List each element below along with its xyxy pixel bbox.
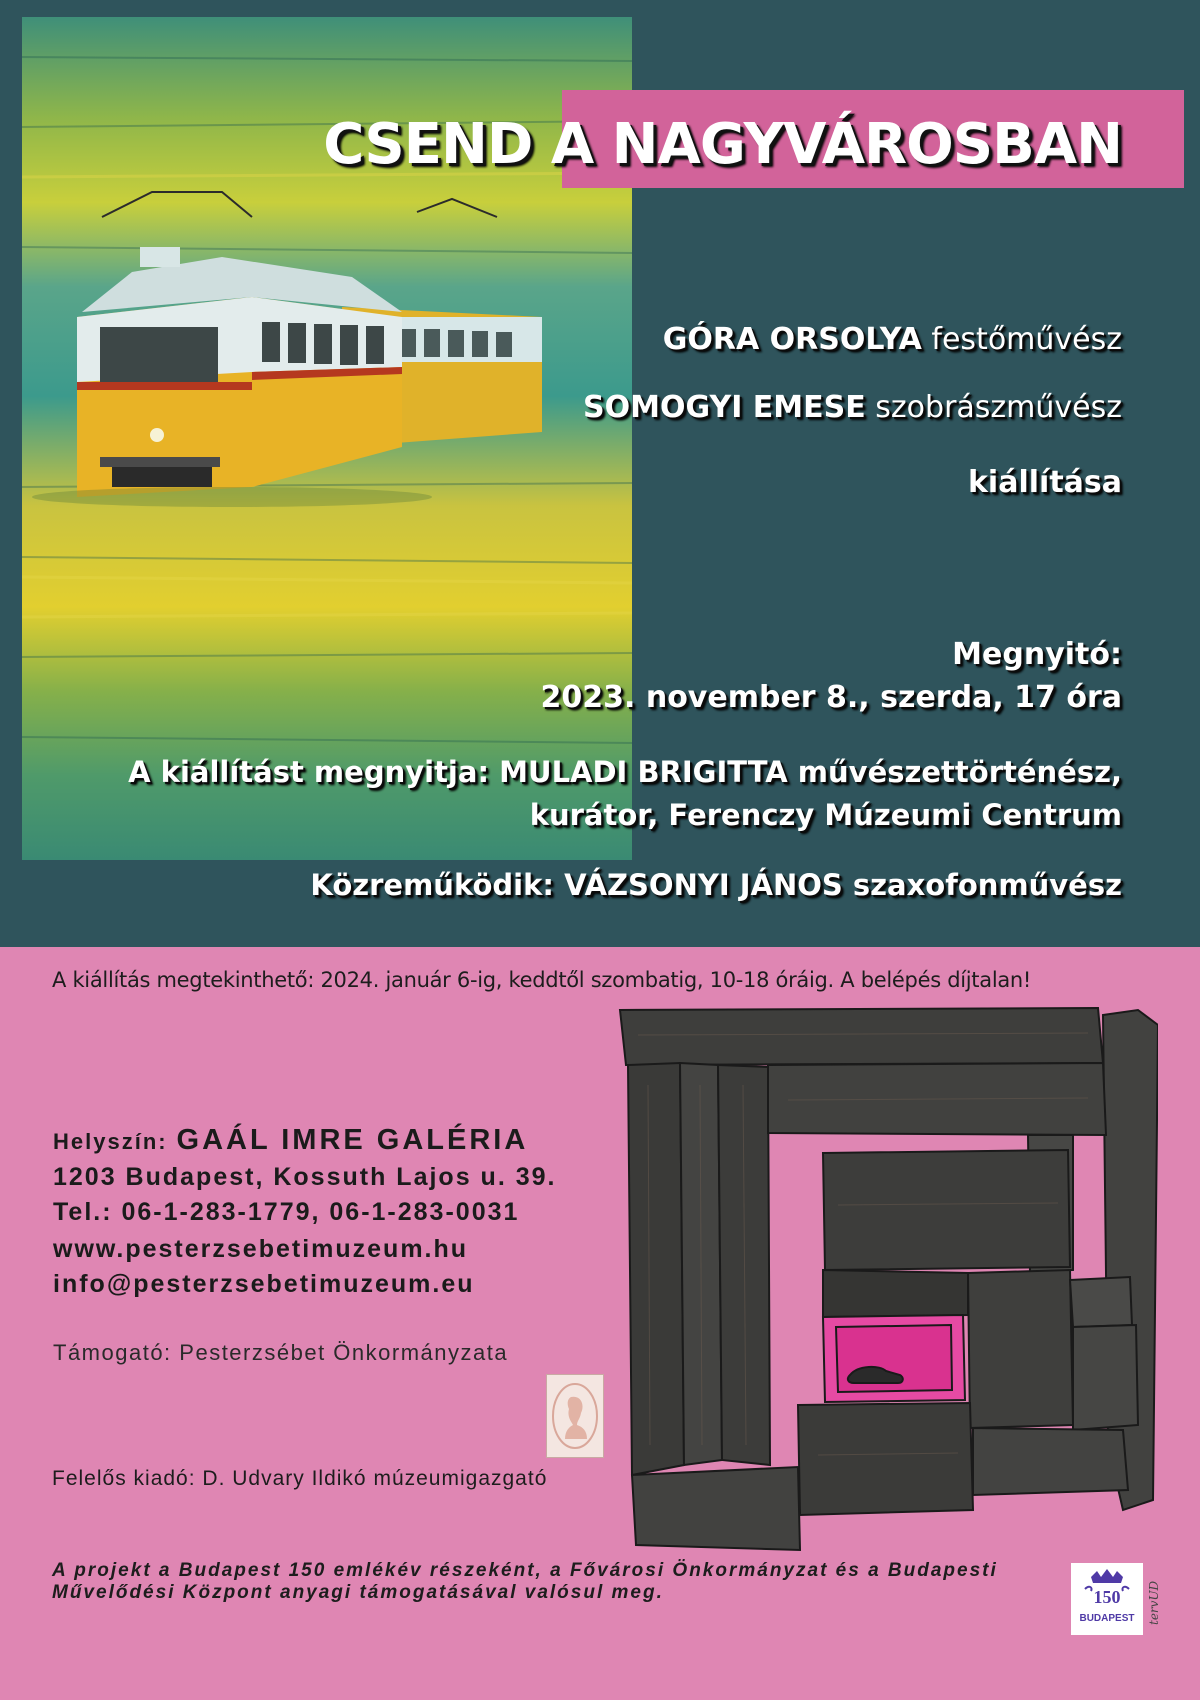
logo-number: 150 <box>1093 1587 1121 1607</box>
performer-role: szaxofonművész <box>852 868 1122 902</box>
designer-mark-wrapper <box>1147 1580 1191 1639</box>
venue-website-link[interactable]: www.pesterzsebetimuzeum.hu <box>53 1235 469 1263</box>
designer-mark: tervUD <box>1147 1580 1161 1625</box>
artist-line-1 <box>663 322 1122 357</box>
venue-address: 1203 Budapest, Kossuth Lajos u. 39. <box>53 1163 557 1191</box>
publisher-text: Felelős kiadó: D. Udvary Ildikó múzeumigazgató <box>52 1467 548 1490</box>
visiting-info: A kiállítás megtekinthető: 2024. január 6-ig, keddtől szombatig, 10-18 óráig. A belépés díjtalan! <box>52 968 1032 992</box>
artist-2-role: szobrászművész <box>875 390 1122 425</box>
supporter-text: Támogató: Pesterzsébet Önkormányzata <box>53 1340 509 1365</box>
title-part1: CSEND A <box>323 112 594 177</box>
page-title <box>323 112 1122 177</box>
opener-line-1 <box>128 755 1122 789</box>
performer-name: VÁZSONYI JÁNOS <box>564 868 843 902</box>
opener-name: MULADI BRIGITTA <box>499 755 788 789</box>
venue-line <box>53 1124 528 1157</box>
logo-city: BUDAPEST <box>1079 1613 1135 1624</box>
performer-line <box>310 868 1122 902</box>
title-part2: NAGYVÁROSBAN <box>611 112 1122 177</box>
opener-role: művészettörténész, <box>797 755 1122 789</box>
wooden-sculpture-photo <box>618 1005 1158 1553</box>
project-note-line-1: A projekt a Budapest 150 emlékév részeként, a Fővárosi Önkormányzat és a Budapesti <box>52 1560 998 1581</box>
venue-email-link[interactable]: info@pesterzsebetimuzeum.eu <box>53 1270 475 1298</box>
opener-prefix: A kiállítást megnyitja: <box>128 755 490 789</box>
venue-name: GAÁL IMRE GALÉRIA <box>176 1124 529 1156</box>
opener-line-2: kurátor, Ferenczy Múzeumi Centrum <box>529 798 1122 832</box>
venue-phone: Tel.: 06-1-283-1779, 06-1-283-0031 <box>53 1198 520 1226</box>
exhibition-word: kiállítása <box>967 465 1122 500</box>
project-note-line-2: Művelődési Központ anyagi támogatásával valósul meg. <box>52 1582 664 1603</box>
opening-date: 2023. november 8., szerda, 17 óra <box>540 680 1122 715</box>
budapest-150-logo <box>1071 1563 1143 1635</box>
artist-1-name: GÓRA ORSOLYA <box>662 322 922 357</box>
performer-prefix: Közreműködik: <box>310 868 554 902</box>
artist-2-name: SOMOGYI EMESE <box>583 390 866 425</box>
project-note <box>52 1560 998 1604</box>
artist-line-2 <box>583 390 1122 425</box>
opening-label: Megnyitó: <box>952 637 1122 672</box>
venue-label: Helyszín: <box>53 1129 168 1154</box>
artist-1-role: festőművész <box>931 322 1122 357</box>
museum-cameo-logo <box>546 1374 604 1458</box>
